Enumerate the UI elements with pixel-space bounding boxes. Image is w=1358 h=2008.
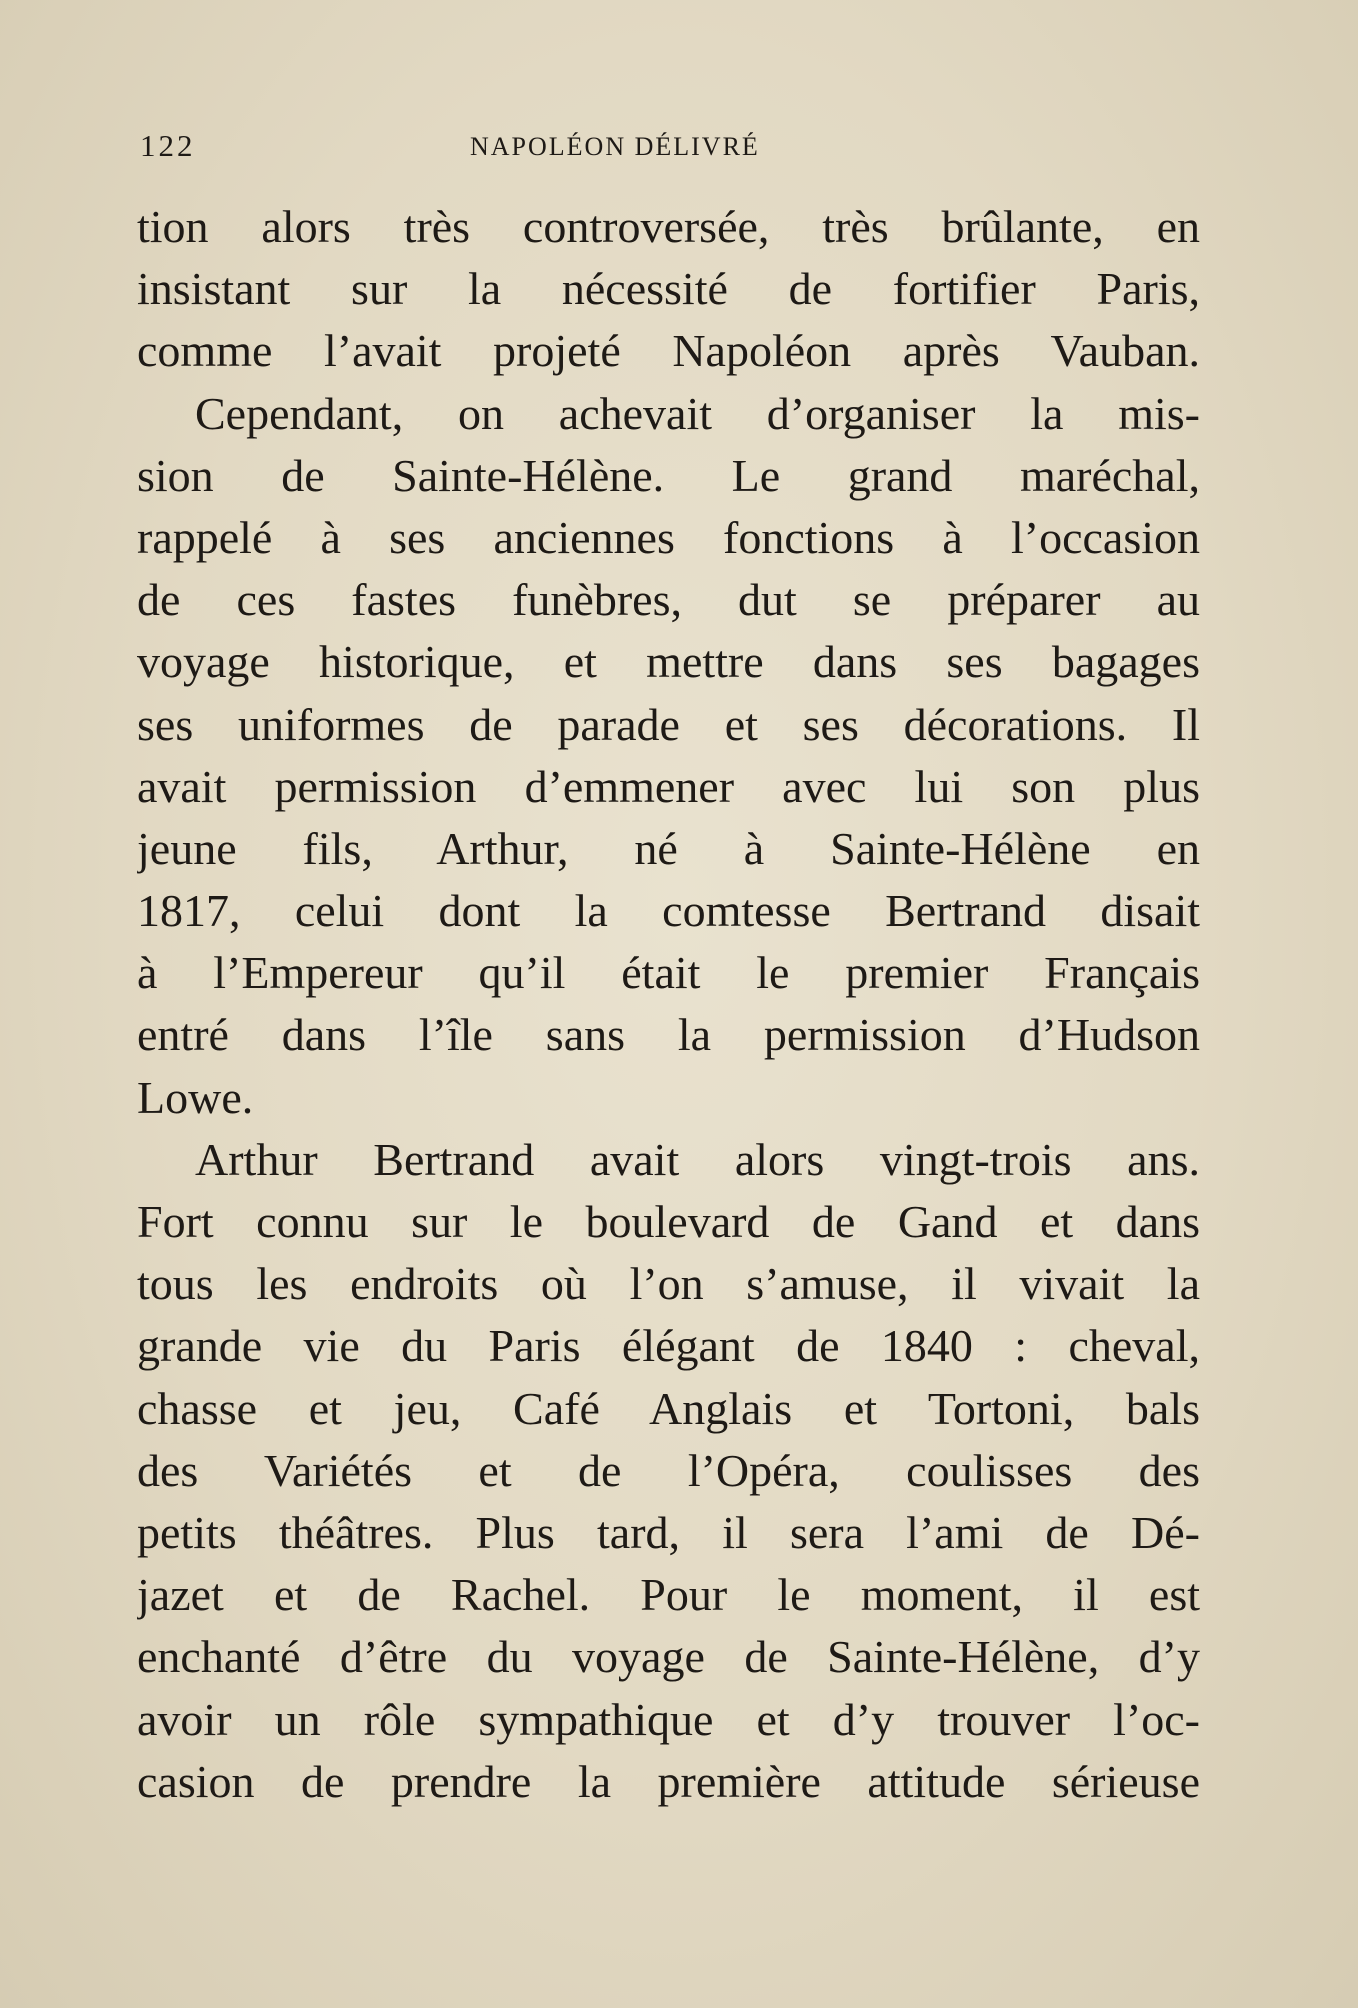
text-line: Cependant, on achevait d’organiser la mis- bbox=[195, 387, 1200, 439]
text-line: Fort connu sur le boulevard de Gand et dans bbox=[137, 1196, 1200, 1247]
text-line: à l’Empereur qu’il était le premier Français bbox=[137, 947, 1200, 999]
text-line: entré dans l’île sans la permission d’Hudson bbox=[137, 1009, 1200, 1061]
text-line: tous les endroits où l’on s’amuse, il vivait la bbox=[137, 1258, 1200, 1310]
text-line: comme l’avait projeté Napoléon après Vauban. bbox=[137, 325, 1200, 377]
text-line: des Variétés et de l’Opéra, coulisses des bbox=[137, 1444, 1200, 1496]
text-line: voyage historique, et mettre dans ses bagages bbox=[137, 636, 1200, 688]
text-line: Lowe. bbox=[137, 1071, 254, 1123]
page-number: 122 bbox=[140, 128, 196, 163]
text-line: grande vie du Paris élégant de 1840 : cheval, bbox=[137, 1320, 1200, 1372]
text-line: petits théâtres. Plus tard, il sera l’ami de Dé- bbox=[137, 1506, 1200, 1558]
text-line: avoir un rôle sympathique et d’y trouver l’oc- bbox=[137, 1693, 1200, 1745]
text-line: 1817, celui dont la comtesse Bertrand disait bbox=[137, 885, 1200, 937]
running-title: NAPOLÉON DÉLIVRÉ bbox=[470, 132, 760, 161]
text-line: avait permission d’emmener avec lui son plus bbox=[137, 760, 1200, 812]
text-line: enchanté d’être du voyage de Sainte-Hélène, d’y bbox=[137, 1631, 1200, 1683]
text-line: de ces fastes funèbres, dut se préparer au bbox=[137, 574, 1200, 626]
text-line: ses uniformes de parade et ses décorations. Il bbox=[137, 698, 1200, 750]
body-text bbox=[137, 196, 1200, 1813]
text-line: tion alors très controversée, très brûlante, en bbox=[137, 201, 1200, 252]
text-line: chasse et jeu, Café Anglais et Tortoni, bals bbox=[137, 1382, 1200, 1434]
text-line: insistant sur la nécessité de fortifier Paris, bbox=[137, 263, 1200, 315]
text-line: jeune fils, Arthur, né à Sainte-Hélène en bbox=[137, 822, 1200, 874]
text-line: Arthur Bertrand avait alors vingt-trois ans. bbox=[195, 1133, 1200, 1185]
page-header bbox=[140, 128, 1200, 168]
text-line: jazet et de Rachel. Pour le moment, il est bbox=[137, 1569, 1200, 1621]
text-line: sion de Sainte-Hélène. Le grand maréchal, bbox=[137, 449, 1200, 501]
text-line: casion de prendre la première attitude sérieuse bbox=[137, 1755, 1200, 1807]
text-line: rappelé à ses anciennes fonctions à l’occasion bbox=[137, 511, 1200, 563]
